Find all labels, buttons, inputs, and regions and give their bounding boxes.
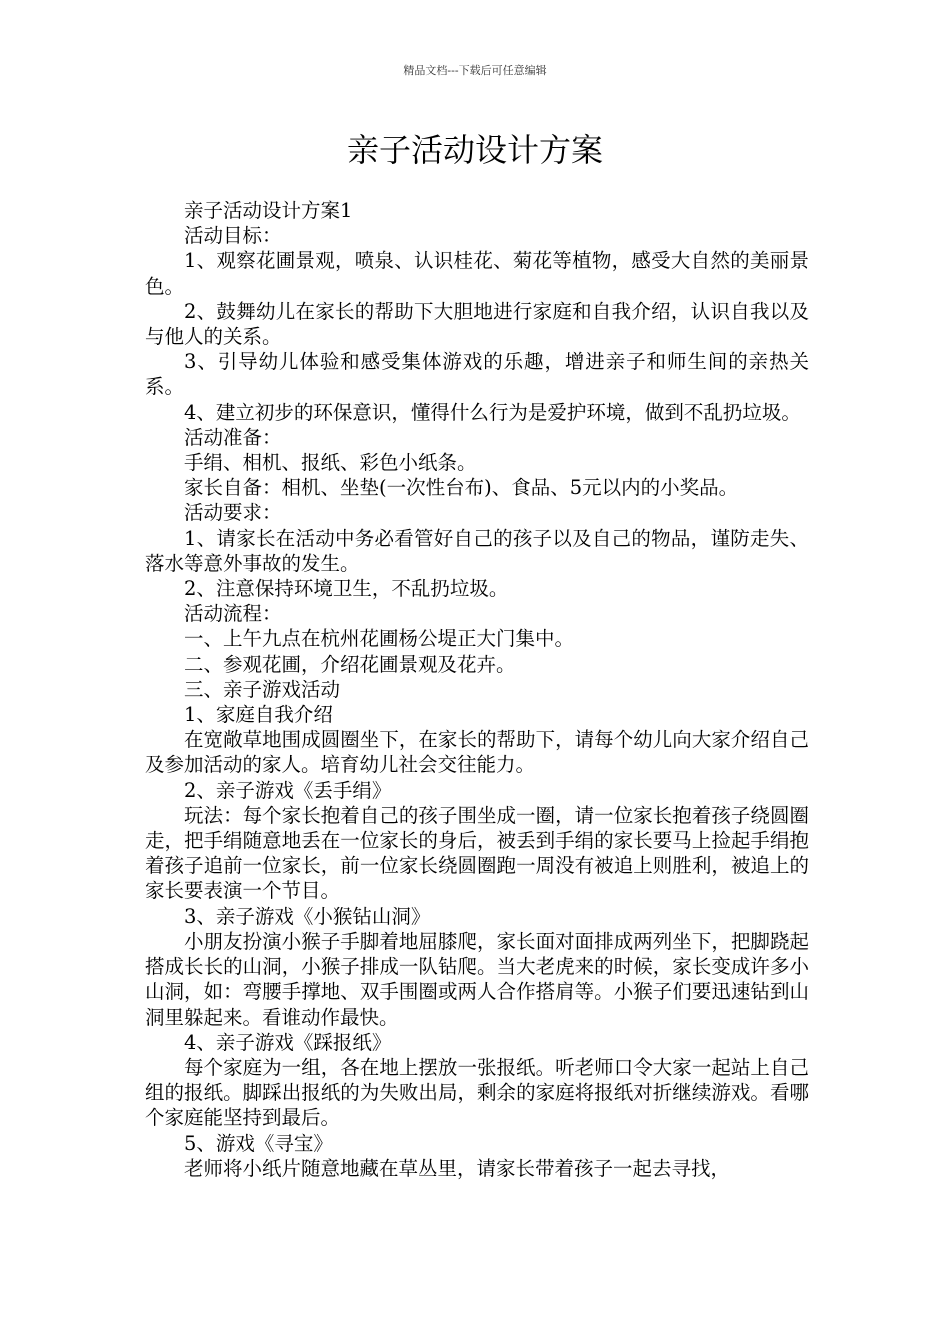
paragraph: 活动要求： bbox=[184, 501, 282, 525]
paragraph: 亲子活动设计方案1 bbox=[184, 199, 353, 222]
paragraph: 每个家庭为一组，各在地上摆放一张报纸。听老师口令大家一起站上自己组的报纸。脚踩出报纸的为失败出局，剩余的家庭将报纸对折继续游戏。看哪个家庭能坚持到最后。 bbox=[145, 1055, 809, 1130]
paragraph: 4、亲子游戏《踩报纸》 bbox=[184, 1030, 392, 1054]
paragraph: 玩法：每个家长抱着自己的孩子围坐成一圈，请一位家长抱着孩子绕圆圈走，把手绢随意地丢在一位家长的身后，被丢到手绢的家长要马上捡起手绢抱着孩子追前一位家长，前一位家长绕圆圈跑一周没有被追上则胜利，被追上的家长要表演一个节目。 bbox=[145, 803, 809, 903]
paragraph: 2、亲子游戏《丢手绢》 bbox=[184, 778, 392, 802]
document-body bbox=[145, 198, 809, 1181]
paragraph: 活动目标： bbox=[184, 224, 282, 248]
paragraph: 一、上午九点在杭州花圃杨公堤正大门集中。 bbox=[184, 627, 575, 651]
paragraph: 三、亲子游戏活动 bbox=[184, 677, 341, 701]
paragraph: 1、请家长在活动中务必看管好自己的孩子以及自己的物品，谨防走失、落水等意外事故的发生。 bbox=[145, 526, 809, 575]
paragraph: 老师将小纸片随意地藏在草丛里，请家长带着孩子一起去寻找， bbox=[184, 1156, 731, 1180]
paragraph: 二、参观花圃，介绍花圃景观及花卉。 bbox=[184, 652, 516, 676]
paragraph: 2、鼓舞幼儿在家长的帮助下大胆地进行家庭和自我介绍，认识自我以及与他人的关系。 bbox=[145, 299, 809, 349]
paragraph: 5、游戏《寻宝》 bbox=[184, 1131, 333, 1155]
paragraph: 2、注意保持环境卫生，不乱扔垃圾。 bbox=[184, 577, 509, 601]
paragraph: 1、家庭自我介绍 bbox=[184, 703, 333, 727]
paragraph: 小朋友扮演小猴子手脚着地屈膝爬，家长面对面排成两列坐下，把脚跷起搭成长长的山洞，小猴子排成一队钻爬。当大老虎来的时候，家长变成许多小山洞，如：弯腰手撑地、双手围圈或两人合作搭肩等。小猴子们要迅速钻到山洞里躲起来。看谁动作最快。 bbox=[145, 929, 809, 1029]
paragraph: 活动流程： bbox=[184, 602, 282, 626]
document-title: 亲子活动设计方案 bbox=[346, 131, 603, 169]
paragraph: 手绢、相机、报纸、彩色小纸条。 bbox=[184, 451, 477, 475]
paragraph: 3、亲子游戏《小猴钻山洞》 bbox=[184, 904, 431, 928]
page-header-note: 精品文档---下载后可任意编辑 bbox=[403, 64, 547, 77]
paragraph: 活动准备： bbox=[184, 425, 282, 449]
paragraph: 家长自备：相机、坐垫(一次性台布)、食品、5元以内的小奖品。 bbox=[184, 476, 739, 500]
paragraph: 在宽敞草地围成圆圈坐下，在家长的帮助下，请每个幼儿向大家介绍自己及参加活动的家人。培育幼儿社会交往能力。 bbox=[145, 728, 809, 777]
paragraph: 3、引导幼儿体验和感受集体游戏的乐趣，增进亲子和师生间的亲热关系。 bbox=[145, 350, 809, 399]
paragraph: 4、建立初步的环保意识，懂得什么行为是爱护环境，做到不乱扔垃圾。 bbox=[184, 400, 801, 424]
paragraph: 1、观察花圃景观，喷泉、认识桂花、菊花等植物，感受大自然的美丽景色。 bbox=[145, 249, 809, 298]
